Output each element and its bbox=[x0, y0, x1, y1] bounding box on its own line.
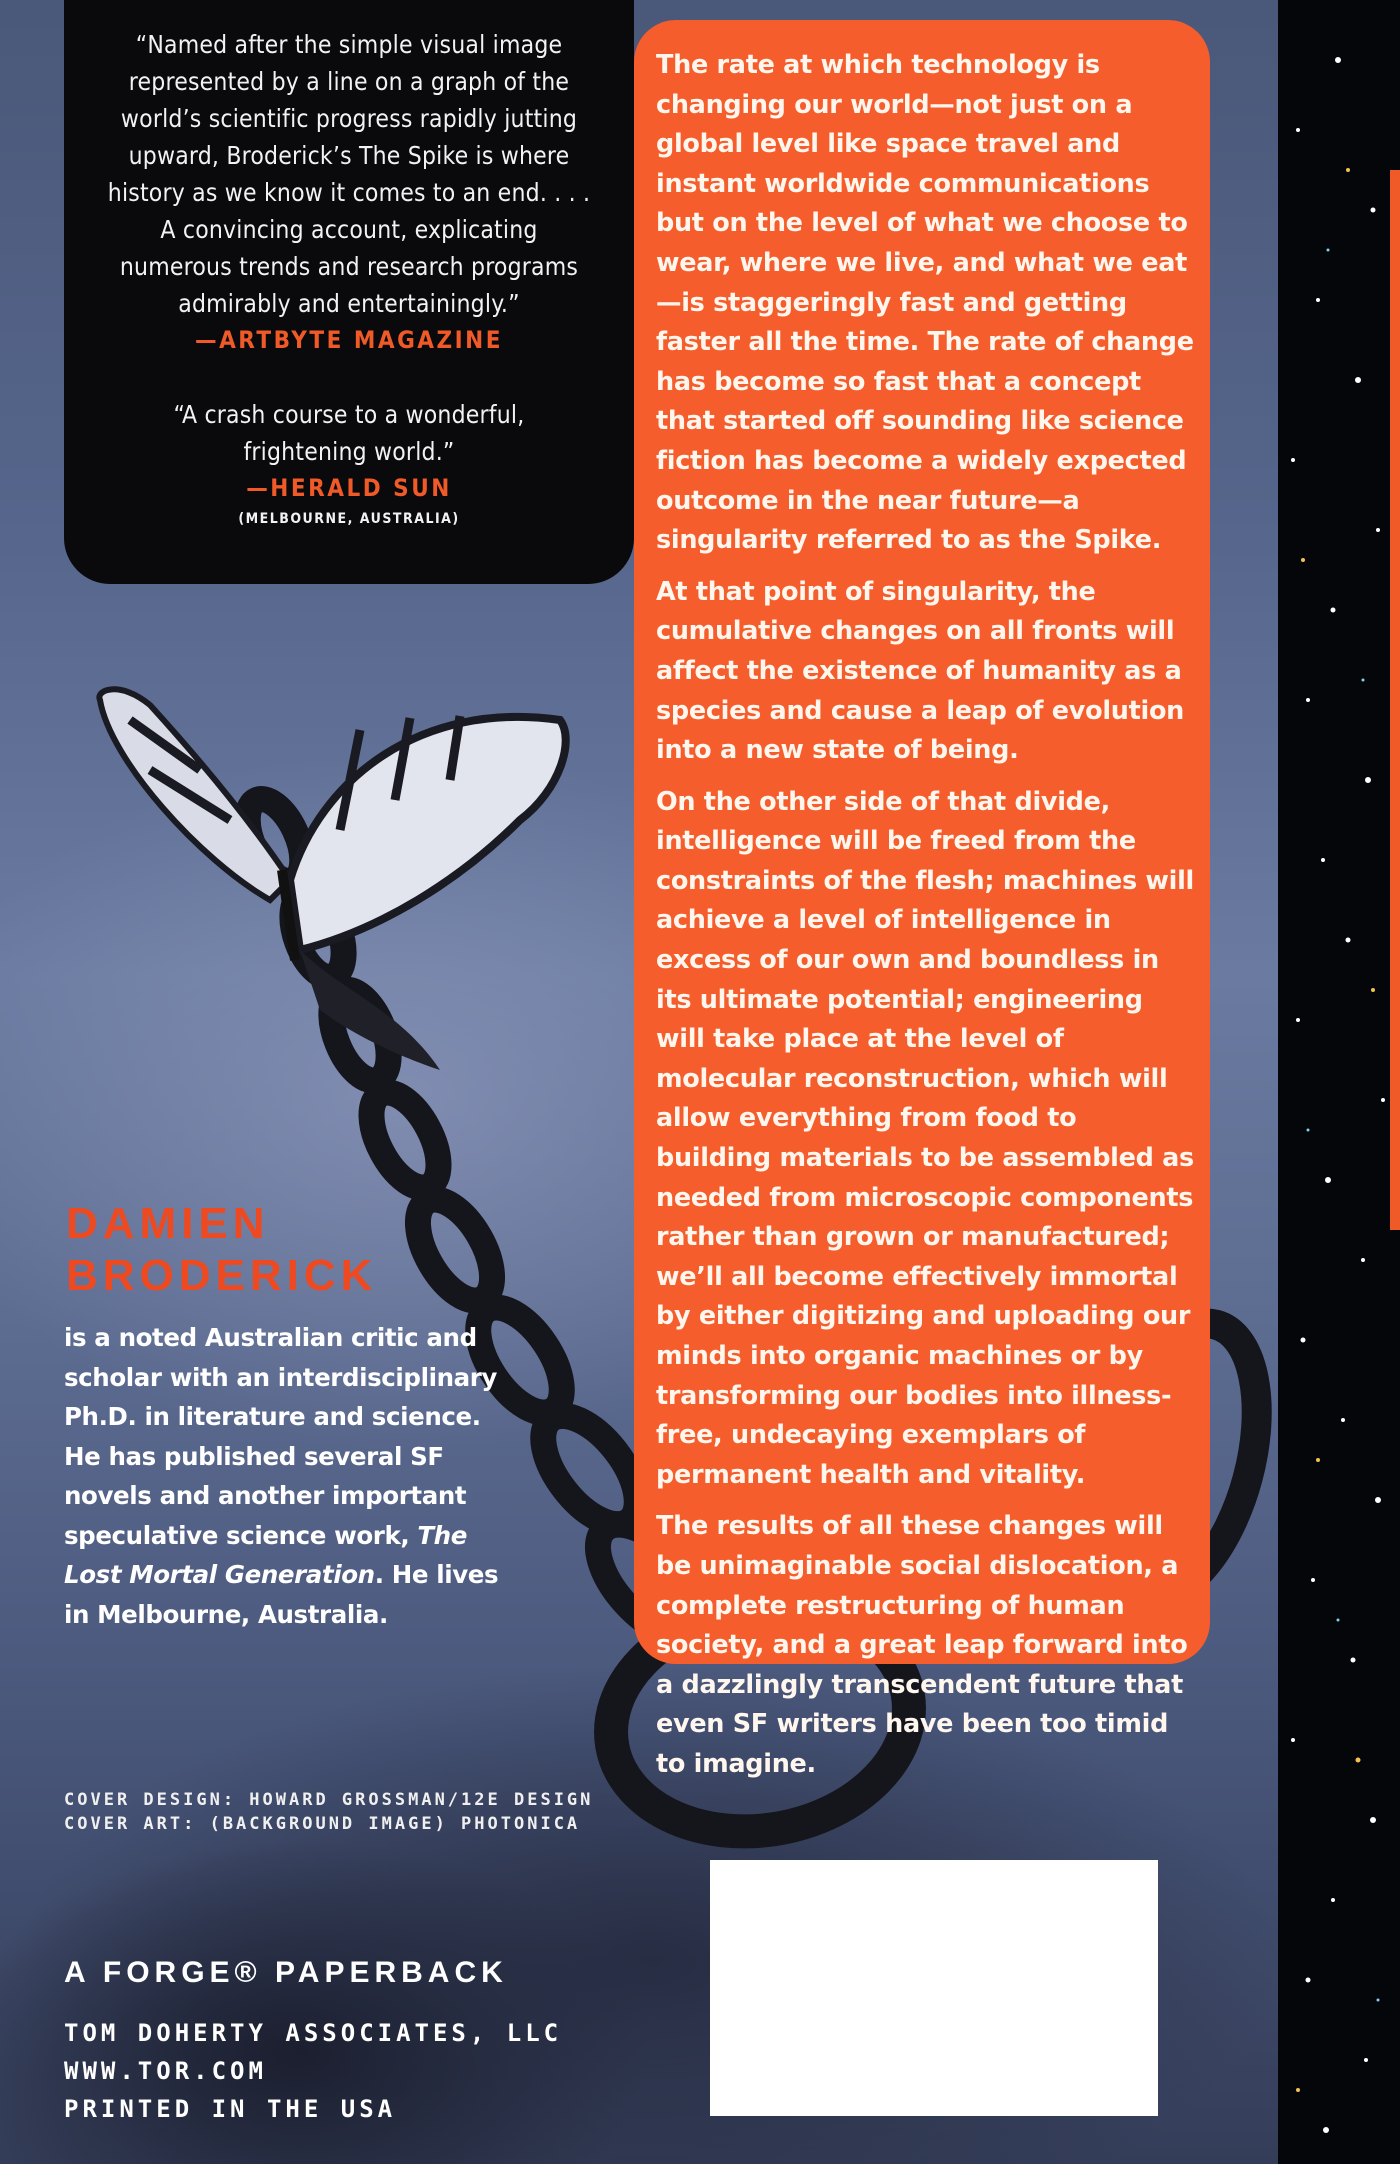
quote-line: admirably and entertainingly.” bbox=[178, 289, 520, 318]
publisher-website: WWW.TOR.COM bbox=[64, 2057, 267, 2085]
review-source-location: (MELBOURNE, AUSTRALIA) bbox=[238, 511, 460, 527]
review-source: —ARTBYTE MAGAZINE bbox=[195, 326, 503, 354]
cover-credits bbox=[64, 1788, 684, 1836]
publisher-name: TOM DOHERTY ASSOCIATES, LLC bbox=[64, 2019, 563, 2047]
printed-in: PRINTED IN THE USA bbox=[64, 2095, 397, 2123]
spine-accent-bar bbox=[1390, 170, 1400, 1230]
description-paragraph: On the other side of that divide, intelligence will be freed from the constraints of the flesh; machines will achieve a level of intelligence in excess of our own and boundless in its ultimate potential; engineering will take place at the level of molecular reconstruction, which will allow everything from food to building materials to be assembled as needed from microscopic components rather than grown or manufactured; we’ll all become effectively immortal by either digitizing and uploading our minds into organic machines or by transforming our bodies into illness-free, undecaying exemplars of permanent health and vitality. bbox=[656, 786, 1194, 1490]
author-first-name: DAMIEN bbox=[66, 1199, 270, 1248]
quote-line: “Named after the simple visual image bbox=[135, 30, 563, 59]
author-bio-text: is a noted Australian critic and scholar with an interdisciplinary Ph.D. in literature and science. He has published several SF novels and another important speculative science work, bbox=[64, 1323, 497, 1550]
description-paragraph: The rate at which technology is changing our world—not just on a global level like space travel and instant worldwide communications but on the level of what we choose to wear, where we live, and what we eat—is staggeringly fast and getting faster all the time. The rate of change has become so fast that a concept that started off sounding like science fiction has become a widely expected outcome in the near future—a singularity referred to as the Spike. bbox=[656, 50, 1194, 556]
quote-line: history as we know it comes to an end. . . . bbox=[107, 178, 591, 207]
review-quote-2 bbox=[84, 396, 614, 531]
cover-design-credit: COVER DESIGN: HOWARD GROSSMAN/12E DESIGN bbox=[64, 1790, 594, 1810]
cover-art-credit: COVER ART: (BACKGROUND IMAGE) PHOTONICA bbox=[64, 1814, 581, 1834]
description-text bbox=[656, 46, 1194, 1797]
stars-icon bbox=[1278, 0, 1400, 2164]
author-bio bbox=[64, 1318, 524, 1634]
quote-line: “A crash course to a wonderful, bbox=[173, 400, 525, 429]
quote-line: world’s scientific progress rapidly jutting bbox=[120, 104, 578, 133]
quote-line: A convincing account, explicating bbox=[160, 215, 538, 244]
starfield-strip bbox=[1278, 0, 1400, 2164]
barcode-blank-area bbox=[710, 1860, 1158, 2116]
review-source: —HERALD SUN bbox=[246, 474, 452, 502]
review-quote-1 bbox=[84, 26, 614, 359]
book-title: The Lost Mortal Generation bbox=[64, 1520, 467, 1589]
description-paragraph: The results of all these changes will be unimaginable social dislocation, a complete restructuring of human society, and a great leap forward into a dazzlingly transcendent future that even SF writers have been too timid to imagine. bbox=[656, 1511, 1188, 1779]
description-box bbox=[634, 20, 1210, 1779]
quote-line: upward, Broderick’s The Spike is where bbox=[128, 141, 570, 170]
description-paragraph: At that point of singularity, the cumulative changes on all fronts will affect the existence of humanity as a species and cause a leap of evolution into a new state of being. bbox=[656, 576, 1185, 766]
imprint-line: A FORGE® PAPERBACK bbox=[64, 1956, 508, 1989]
quote-line: frightening world.” bbox=[243, 437, 455, 466]
publisher-info bbox=[64, 2014, 564, 2128]
author-last-name: BRODERICK bbox=[66, 1251, 378, 1300]
reviews-box bbox=[64, 0, 634, 584]
quote-line: numerous trends and research programs bbox=[119, 252, 579, 281]
author-name bbox=[66, 1198, 566, 1302]
author-bio-text: . He lives in Melbourne, Australia. bbox=[64, 1560, 499, 1629]
butterfly-icon bbox=[99, 689, 565, 1070]
quote-line: represented by a line on a graph of the bbox=[128, 67, 570, 96]
